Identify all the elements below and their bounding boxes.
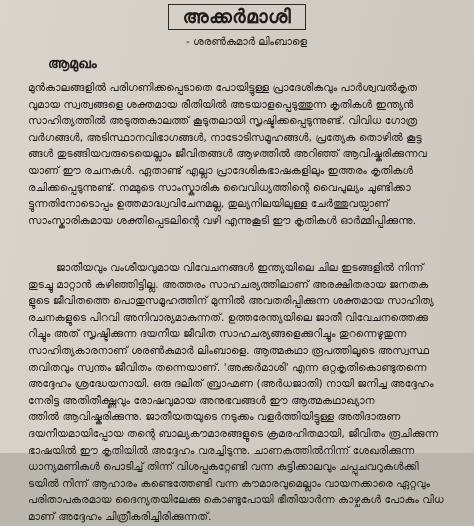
author-line: - ശരൺകുമാർ ലിംബാളെ (186, 36, 307, 48)
text-line: വുമായ സ്വത്വങ്ങളെ ശക്തമായ രീതിയിൽ അടയാളപ്പെടുത്തുന്ന കൃതികൾ ഇന്ത്യൻ (28, 98, 414, 111)
paragraph-2 (28, 260, 468, 526)
text-line: ജാതീയവും വംശീയവുമായ വിവേചനങ്ങൾ ഇന്ത്യയിലെ ചില ഇടങ്ങളിൽ നിന്ന് (56, 262, 424, 274)
text-line: മാണ് അദ്ദേഹം ചിത്രീകരിച്ചിരിക്കുന്നത്. (28, 510, 212, 523)
text-line: തവിതവും സ്വന്തം ജീവിതം തന്നെയാണ്. 'അക്കർമാശി' എന്ന ഒറ്റകൃതികൊണ്ടുതന്നെ (28, 361, 427, 374)
text-line: ട്ടുന്നതിനോടൊപ്പം ഉത്തമാദ്ധ്വവിചേനമല്ല, തുല്യനിലയിലുള്ള ചേർത്തുവയ്പാണ് (28, 198, 389, 211)
text-line: റിച്ചും അത് സൃഷ്ടിക്കുന്ന ദയനീയ ജീവിത സാഹചര്യങ്ങളെക്കുറിച്ചും തുറന്നെഴുതുന്ന (28, 328, 407, 341)
text-line: രചിക്കപ്പെടുന്നുണ്ട്. നമ്മുടെ സാംസ്കാരിക വൈവിധ്യത്തിന്റെ വൈപുല്യം ചൂണ്ടിക്കാ (28, 181, 411, 194)
text-line: ഭാഷയിൽ ഈ കൃതിയിൽ അദ്ദേഹം വരച്ചിടുന്നു. ചാണകത്തിൽനിന്ന് ശേഖരിക്കുന്ന (28, 444, 415, 457)
text-line: ടയിൽ നിന്ന് ആഹാരം കണ്ടെത്തേണ്ടി വന്ന കൗമാരവുമെല്ലാം വായനക്കാരെ ഏറ്റവും (28, 477, 431, 490)
text-line: വർഗങ്ങൾ, അടിസ്ഥാനവിഭാഗങ്ങൾ, നാടോടിസമൂഹങ്ങൾ, പ്രത്യേക തൊഴിൽ കൂട്ട (28, 131, 422, 144)
text-line: ളുടെ ജീവിതത്തെ പൊതുസമൂഹത്തിന് മുന്നിൽ അവതരിപ്പിക്കുന്ന ശക്തമായ സാഹിത്യ (28, 295, 434, 308)
paragraph-1 (28, 80, 468, 229)
text-line: അദ്ദേഹം ശ്രദ്ധേയനായി. ഒരു ദലിത് ബ്രാഹ്മണ (അർധജാതി) നായി ജനിച്ച അദ്ദേഹം (28, 378, 434, 391)
page-title: അക്കർമാശി (168, 4, 306, 30)
section-heading: ആമുഖം (48, 56, 97, 72)
text-line: തുടച്ചു മാറ്റാൻ കഴിഞ്ഞിട്ടില്ല. അത്തരം സാഹചര്യത്തിലാണ് അരക്ഷിതരായ ജനതക (28, 278, 429, 291)
text-line: സാംസ്കാരികമായ ശക്തിപ്പെടലിന്റെ വഴി എന്നുകൂടി ഈ കൃതികൾ ഓർമ്മിപ്പിക്കുന്നു. (28, 214, 417, 227)
text-line: രചനകളുടെ പിറവി അനിവാര്യമാകുന്നത്. ഉത്തരേന്ത്യയിലെ ജാതീ വിവേചനത്തെക്കു (28, 311, 428, 324)
text-line: യാണ് ഈ രചനകൾ. ഏതാണ്ട് എല്ലാ പ്രാദേശികഭാഷകളിലും ഇത്തരം കൃതികൾ (28, 164, 414, 177)
text-line: സാഹിത്യകാരനാണ് ശരൺകുമാർ ലിംബാളെ. ആത്മകഥാ രൂപത്തിലൂടെ അസ്വസ്ഥ (28, 344, 430, 357)
text-line: ത്തിൽ ആവിഷ്കരിക്കുന്നു. ജാതീയതയുടെ നടുക്കം വളർത്തിയിട്ടുള്ള അതിദാരുണ (28, 411, 401, 424)
text-line: ങ്ങൾ തുടങ്ങിയവരുടെയെല്ലാം ജീവിതങ്ങൾ ആഴത്തിൽ അറിഞ്ഞ് ആവിഷ്കരിക്കുന്നവ (28, 148, 427, 161)
text-line: നേരിട്ട അതിതീക്ഷ്ണവും രോഷവുമായ അനുഭവങ്ങൾ ഈ ആത്മകഥാഖ്യാന (28, 394, 375, 407)
title-area (0, 4, 474, 30)
text-line: സാഹിത്യത്തിൽ അടുത്തകാലത്ത് കൂടുതലായി സൃഷ്ടിക്കപ്പെടുന്നുണ്ട്. വിവിധ ഗോത്ര (28, 115, 418, 128)
text-line: മുൻകാലങ്ങളിൽ പരിഗണിക്കപ്പെടാതെ പോയിട്ടുള്ള പ്രാദേശികവും പാർശ്വവൽകൃത (28, 82, 418, 94)
text-line: പരിതാപകരമായ ദൈന്യതയിലേക്കു കൊണ്ടുപോയി ഭീതിയാർന്ന കാഴ്ചകൾ പോകും വിധ (28, 494, 444, 507)
text-line: ദയനീയമായിപ്പോയ തന്റെ ബാല്യകൗമാരങ്ങളുടെ ക്രമരഹിതമായി, ജീവിതം രൂചിക്കുന്ന (28, 427, 439, 440)
text-line: ധാന്യമണികൾ പൊടിച്ച് തിന്ന് വിശപ്പകറ്റേണ്ടി വന്ന കുട്ടിക്കാലവും ചപ്പുചവറുകൾക്കി (28, 461, 419, 474)
